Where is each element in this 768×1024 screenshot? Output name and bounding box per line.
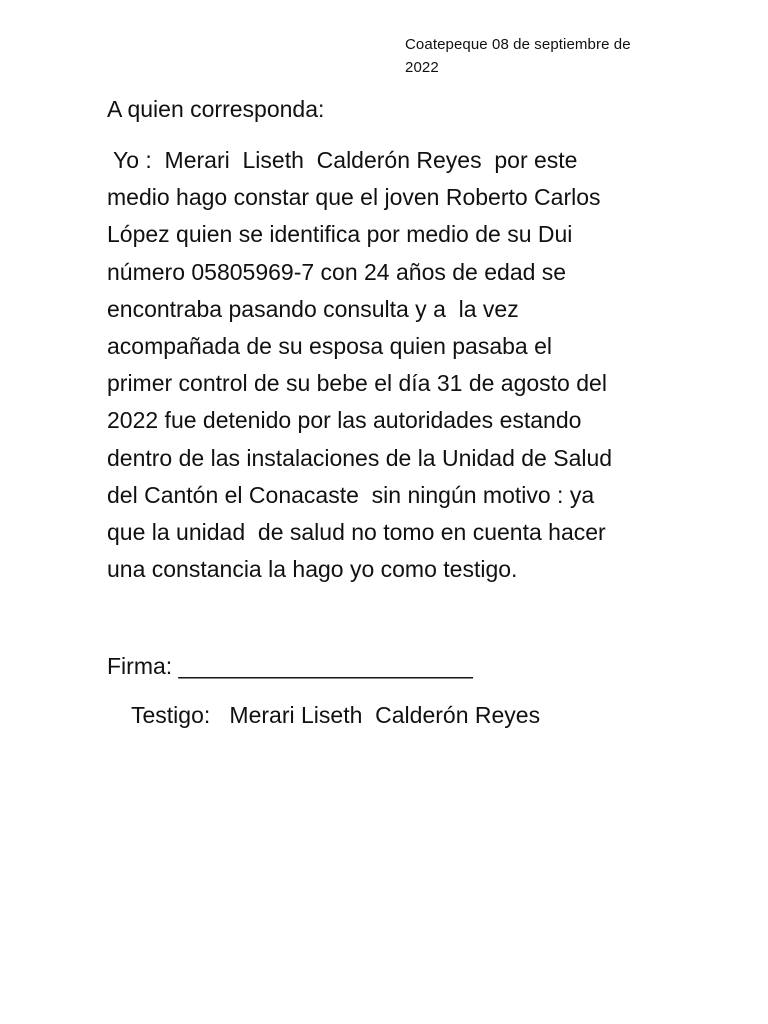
salutation: A quien corresponda: bbox=[107, 96, 325, 122]
body-line: encontraba pasando consulta y a la vez bbox=[107, 295, 519, 322]
body-line: una constancia la hago yo como testigo. bbox=[107, 556, 518, 583]
date-line bbox=[405, 33, 675, 79]
body-line: acompañada de su esposa quien pasaba el bbox=[107, 333, 553, 360]
body-line: López quien se identifica por medio de su Dui bbox=[107, 221, 573, 248]
body-line: del Cantón el Conacaste sin ningún motivo : ya bbox=[107, 481, 595, 508]
body-line: primer control de su bebe el día 31 de agosto del bbox=[107, 370, 607, 397]
signature-line: Firma: _______________________ bbox=[107, 653, 473, 679]
body-line: medio hago constar que el joven Roberto Carlos bbox=[107, 184, 601, 211]
body-line: Yo : Merari Liseth Calderón Reyes por este bbox=[107, 147, 578, 173]
date-line-2: 2022 bbox=[405, 59, 439, 76]
body-line: número 05805969-7 con 24 años de edad se bbox=[107, 258, 567, 285]
body-line: 2022 fue detenido por las autoridades estando bbox=[107, 407, 582, 434]
date-line-1: Coatepeque 08 de septiembre de bbox=[405, 36, 631, 53]
body-line: que la unidad de salud no tomo en cuenta hacer bbox=[107, 519, 606, 546]
body-paragraph bbox=[107, 142, 687, 588]
body-line: dentro de las instalaciones de la Unidad de Salud bbox=[107, 444, 613, 471]
witness-line: Testigo: Merari Liseth Calderón Reyes bbox=[131, 702, 541, 728]
